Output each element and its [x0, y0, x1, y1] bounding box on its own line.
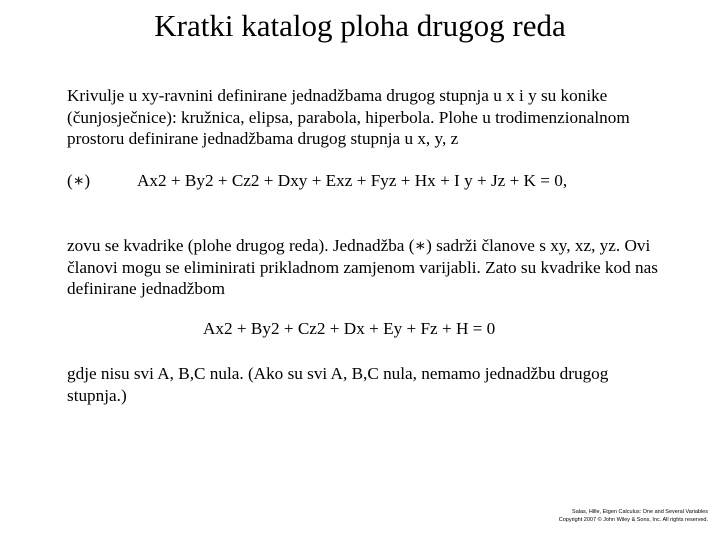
quadric-definition-paragraph: zovu se kvadrike (plohe drugog reda). Jednadžba (∗) sadrži članove s xy, xz, yz. Ovi članovi mogu se eliminirati prikladnom zamjenom varijabli. Zato su kvadrike kod nas definirane jednadžbom [67, 236, 658, 298]
condition-paragraph: gdje nisu svi A, B,C nula. (Ako su svi A, B,C nula, nemamo jednadžbu drugog stupnja.) [67, 364, 609, 405]
reduced-quadric-equation: Ax2 + By2 + Cz2 + Dx + Ey + Fz + H = 0 [203, 319, 496, 338]
general-quadric-equation: Ax2 + By2 + Cz2 + Dxy + Exz + Fyz + Hx + I y + Jz + K = 0, [137, 171, 568, 190]
footer-source: Salas, Hille, Etgen Calculus: One and Several Variables [572, 509, 708, 515]
footer-copyright: Copyright 2007 © John Wiley & Sons, Inc. All rights reserved. [558, 517, 708, 523]
equation-label: (∗) [67, 171, 91, 190]
intro-paragraph: Krivulje u xy-ravnini definirane jednadžbama drugog stupnja u x i y su konike (čunjosječnice): kružnica, elipsa, parabola, hiperbola. Plohe u trodimenzionalnom prostoru definirane jednadžbama drugog stupnja u x, y, z [67, 86, 630, 148]
page-title: Kratki katalog ploha drugog reda [154, 8, 566, 43]
copyright-footer [408, 508, 708, 524]
